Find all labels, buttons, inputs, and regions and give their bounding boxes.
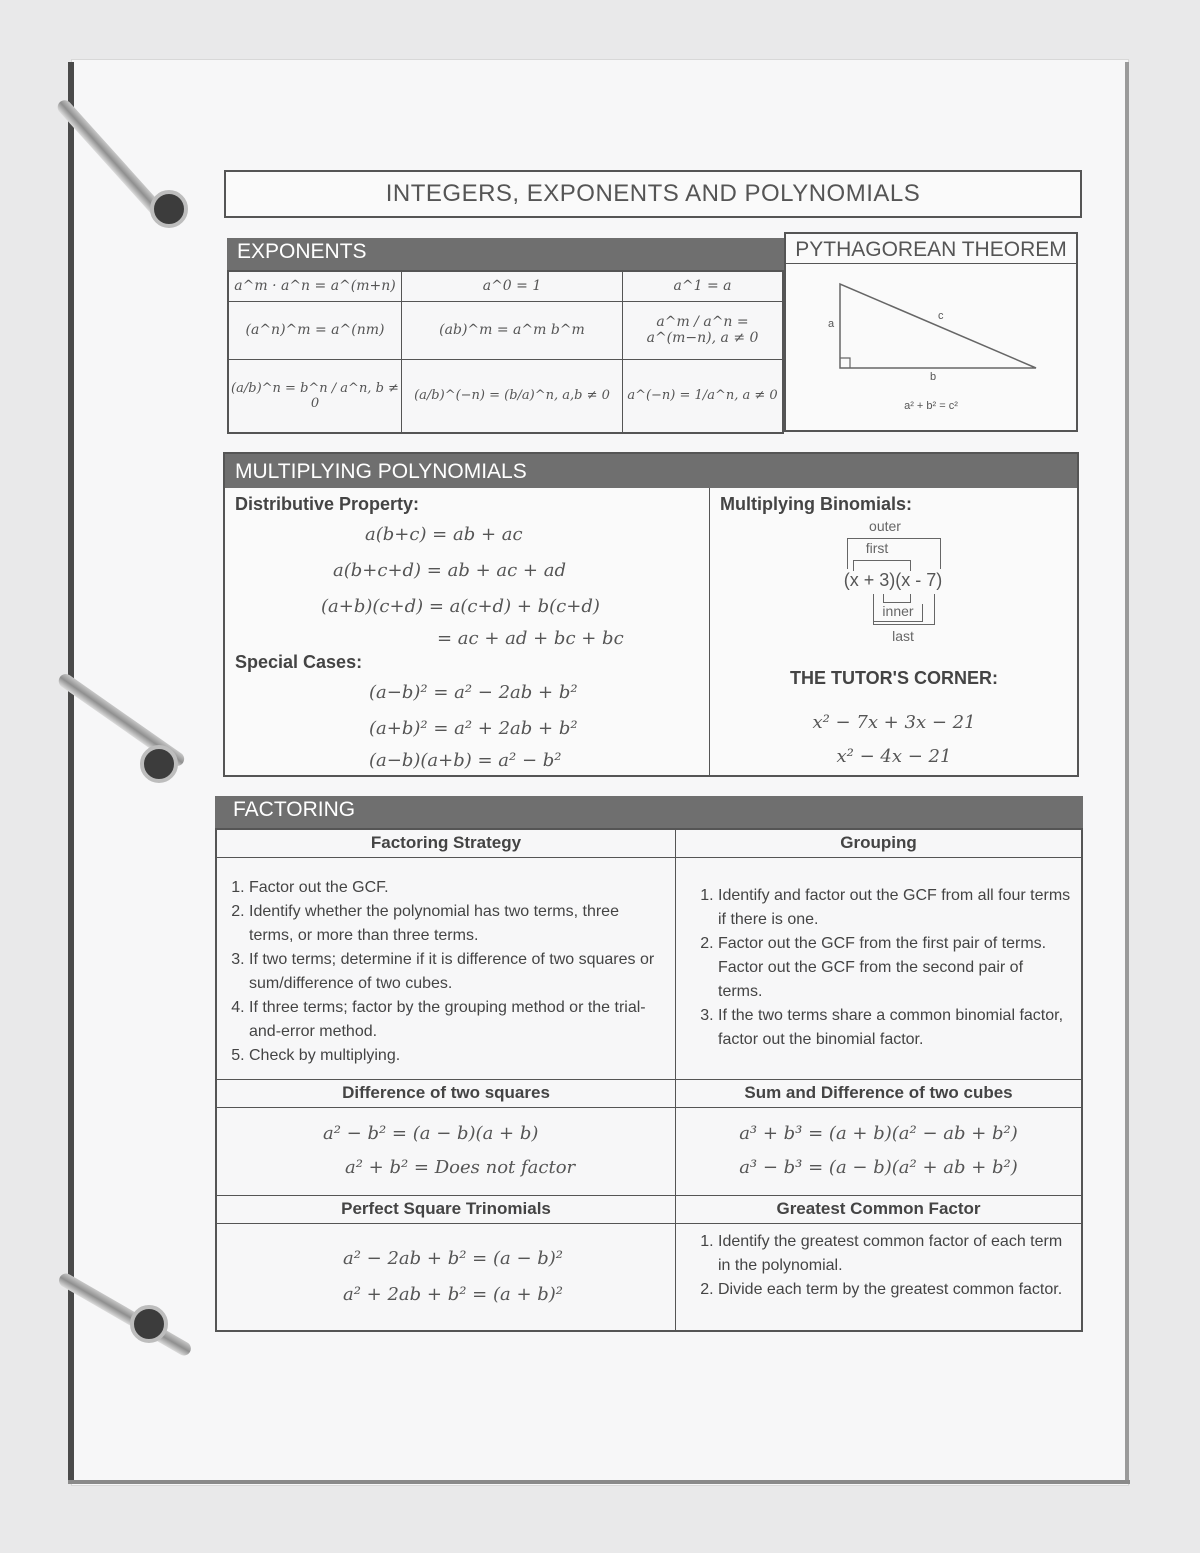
page-title: INTEGERS, EXPONENTS AND POLYNOMIALS — [385, 180, 921, 207]
grouping-cell — [676, 857, 1083, 1079]
gcf-step: 2. Divide each term by the greatest common factor. — [718, 1278, 1071, 1302]
foil-last-bracket — [873, 594, 935, 625]
binder-ring-bottom-end — [130, 1305, 168, 1343]
factoring-strategy-title: Factoring Strategy — [216, 829, 676, 857]
foil-last-label: last — [892, 628, 914, 644]
distributive-label: Distributive Property: — [235, 494, 420, 514]
multiplying-header: MULTIPLYING POLYNOMIALS — [225, 454, 1077, 488]
pst-formula-2: a² + 2ab + b² = (a + b)² — [343, 1283, 564, 1305]
exp-rule-quotient: a^m / a^n = a^(m−n), a ≠ 0 — [623, 301, 784, 359]
foil-outer-label: outer — [869, 518, 901, 534]
factoring-header: FACTORING — [215, 796, 1083, 828]
foil-inner-label: inner — [873, 604, 923, 622]
special-case-1: (a−b)² = a² − 2ab + b² — [369, 682, 578, 703]
pythagorean-section — [784, 232, 1078, 432]
distributive-line-1: a(b+c) = ab + ac — [365, 524, 523, 545]
foil-expression: (x + 3)(x - 7) — [843, 570, 943, 590]
grouping-list — [686, 884, 1071, 1052]
foil-first-label: first — [865, 540, 889, 556]
binder-spine — [68, 62, 74, 1482]
exp-rule-negative-fraction: (a/b)^(−n) = (b/a)^n, a,b ≠ 0 — [402, 359, 623, 433]
pst-title: Perfect Square Trinomials — [216, 1195, 676, 1223]
pythagorean-formula: a² + b² = c² — [904, 400, 958, 412]
exp-rule-product-power: (ab)^m = a^m b^m — [402, 301, 623, 359]
binder-ring-top-end — [150, 190, 188, 228]
exp-rule-power: (a^n)^m = a^(nm) — [228, 301, 402, 359]
page-title-box — [224, 170, 1082, 218]
distributive-line-3: (a+b)(c+d) = a(c+d) + b(c+d) — [321, 596, 600, 617]
triangle-side-a: a — [828, 318, 835, 330]
factoring-strategy-list — [217, 876, 661, 1068]
exp-rule-negative: a^(−n) = 1/a^n, a ≠ 0 — [623, 359, 784, 433]
binder-ring-middle-end — [140, 745, 178, 783]
pythagorean-header: PYTHAGOREAN THEOREM — [786, 234, 1076, 264]
special-case-3: (a−b)(a+b) = a² − b² — [369, 750, 562, 771]
diff-squares-title: Difference of two squares — [216, 1079, 676, 1107]
tutor-corner-label: THE TUTOR'S CORNER: — [790, 668, 998, 688]
multiplying-section — [223, 452, 1079, 777]
special-case-2: (a+b)² = a² + 2ab + b² — [369, 718, 578, 739]
grouping-title: Grouping — [676, 829, 1083, 857]
diff-squares-cell — [216, 1107, 676, 1195]
triangle-side-b: b — [930, 371, 937, 383]
grouping-step: 3. If the two terms share a common binomial factor, factor out the binomial factor. — [718, 1004, 1071, 1052]
pst-formula-1: a² − 2ab + b² = (a − b)² — [343, 1247, 564, 1269]
strategy-step: 5. Check by multiplying. — [249, 1044, 661, 1068]
exp-rule-product: a^m · a^n = a^(m+n) — [228, 271, 402, 301]
tutor-line-2: x² − 4x − 21 — [836, 746, 952, 767]
cubes-formula-sum: a³ + b³ = (a + b)(a² − ab + b²) — [739, 1123, 1018, 1144]
grouping-step: 1. Identify and factor out the GCF from all four terms if there is one. — [718, 884, 1071, 932]
right-triangle-diagram — [786, 266, 1076, 416]
page-bottom-edge — [68, 1480, 1130, 1484]
cubes-title: Sum and Difference of two cubes — [676, 1079, 1083, 1107]
diff-squares-formula-1: a² − b² = (a − b)(a + b) — [323, 1123, 539, 1144]
exponents-section — [227, 238, 784, 434]
factoring-section — [215, 796, 1083, 1336]
gcf-title: Greatest Common Factor — [676, 1195, 1083, 1223]
triangle-side-c: c — [938, 310, 944, 322]
exp-rule-one: a^1 = a — [623, 271, 784, 301]
gcf-cell — [676, 1223, 1083, 1331]
foil-diagram — [785, 518, 985, 658]
pst-cell — [216, 1223, 676, 1331]
exp-rule-fraction-power: (a/b)^n = b^n / a^n, b ≠ 0 — [228, 359, 402, 433]
strategy-step: 4. If three terms; factor by the grouping method or the trial-and-error method. — [249, 996, 661, 1044]
tutor-line-1: x² − 7x + 3x − 21 — [812, 712, 976, 733]
distributive-line-2: a(b+c+d) = ab + ac + ad — [333, 560, 566, 581]
strategy-step: 1. Factor out the GCF. — [249, 876, 661, 900]
factoring-strategy-cell — [216, 857, 676, 1079]
strategy-step: 3. If two terms; determine if it is difference of two squares or sum/difference of two cubes. — [249, 948, 661, 996]
diff-squares-formula-2: a² + b² = Does not factor — [345, 1157, 576, 1178]
page-edge — [1125, 62, 1129, 1482]
exponents-header: EXPONENTS — [227, 238, 784, 270]
grouping-step: 2. Factor out the GCF from the first pair of terms. Factor out the GCF from the second pair of terms. — [718, 932, 1071, 1004]
binomials-label: Multiplying Binomials: — [720, 494, 912, 514]
distributive-line-4: = ac + ad + bc + bc — [437, 628, 624, 649]
strategy-step: 2. Identify whether the polynomial has two terms, three terms, or more than three terms. — [249, 900, 661, 948]
exp-rule-zero: a^0 = 1 — [402, 271, 623, 301]
factoring-table — [215, 828, 1083, 1332]
cubes-cell — [676, 1107, 1083, 1195]
exponents-table — [227, 270, 784, 434]
gcf-list — [686, 1230, 1071, 1302]
special-cases-label: Special Cases: — [235, 652, 363, 672]
cubes-formula-difference: a³ − b³ = (a − b)(a² + ab + b²) — [739, 1157, 1018, 1178]
gcf-step: 1. Identify the greatest common factor of each term in the polynomial. — [718, 1230, 1071, 1278]
